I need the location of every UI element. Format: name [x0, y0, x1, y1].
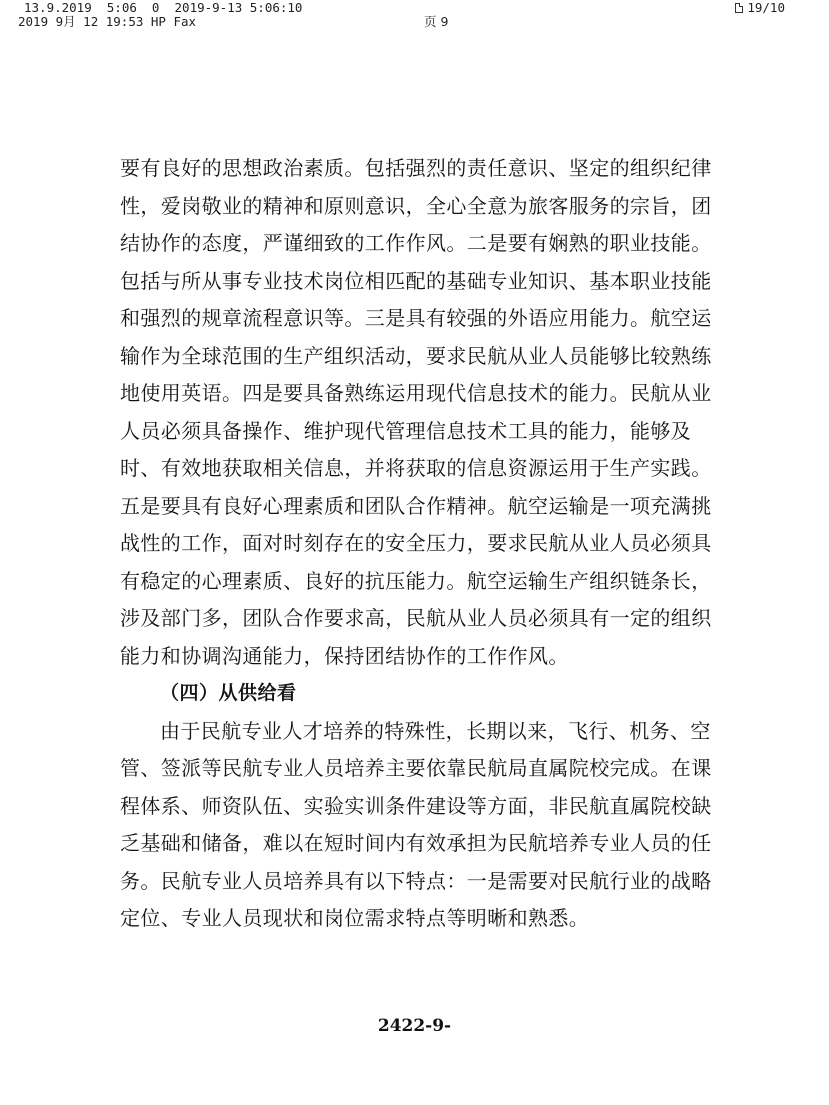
body-paragraph: 由于民航专业人才培养的特殊性，长期以来，飞行、机务、空管、签派等民航专业人员培养主要依靠民航局直属院校完成。在课程体系、师资队伍、实验实训条件建设等方面，非民航直属院校缺乏基础和储备，难以在短时间内有效承担为民航培养专业人员的任务。民航专业人员培养具有以下特点：一是需要对民航行业的战略定位、专业人员现状和岗位需求特点等明晰和熟悉。	[120, 718, 712, 930]
fax-page-label: 页 9	[424, 14, 449, 29]
fax-page-count	[735, 1, 785, 15]
section-heading: （四）从供给看	[160, 682, 297, 704]
document-icon	[735, 3, 743, 13]
fax-timestamp-line: 13.9.2019 5:06 0 2019-9-13 5:06:10	[24, 0, 303, 15]
fax-header	[0, 0, 829, 34]
document-body	[120, 150, 720, 938]
body-paragraph: 要有良好的思想政治素质。包括强烈的责任意识、坚定的组织纪律性，爱岗敬业的精神和原则意识，全心全意为旅客服务的宗旨，团结协作的态度，严谨细致的工作作风。二是要有娴熟的职业技能。包括与所从事专业技术岗位相匹配的基础专业知识、基本职业技能和强烈的规章流程意识等。三是具有较强的外语应用能力。航空运输作为全球范围的生产组织活动，要求民航从业人员能够比较熟练地使用英语。四是要具备熟练运用现代信息技术的能力。民航从业人员必须具备操作、维护现代管理信息技术工具的能力，能够及时、有效地获取相关信息，并将获取的信息资源运用于生产实践。五是要具有良好心理素质和团队合作精神。航空运输是一项充满挑战性的工作，面对时刻存在的安全压力，要求民航从业人员必须具有稳定的心理素质、良好的抗压能力。航空运输生产组织链条长，涉及部门多，团队合作要求高，民航从业人员必须具有一定的组织能力和协调沟通能力，保持团结协作的工作作风。	[120, 156, 712, 668]
page-number: 2422-9-	[377, 1016, 452, 1036]
fax-sender-line: 2019 9月 12 19:53 HP Fax	[18, 14, 197, 29]
fax-page-count-text: 19/10	[747, 0, 785, 15]
